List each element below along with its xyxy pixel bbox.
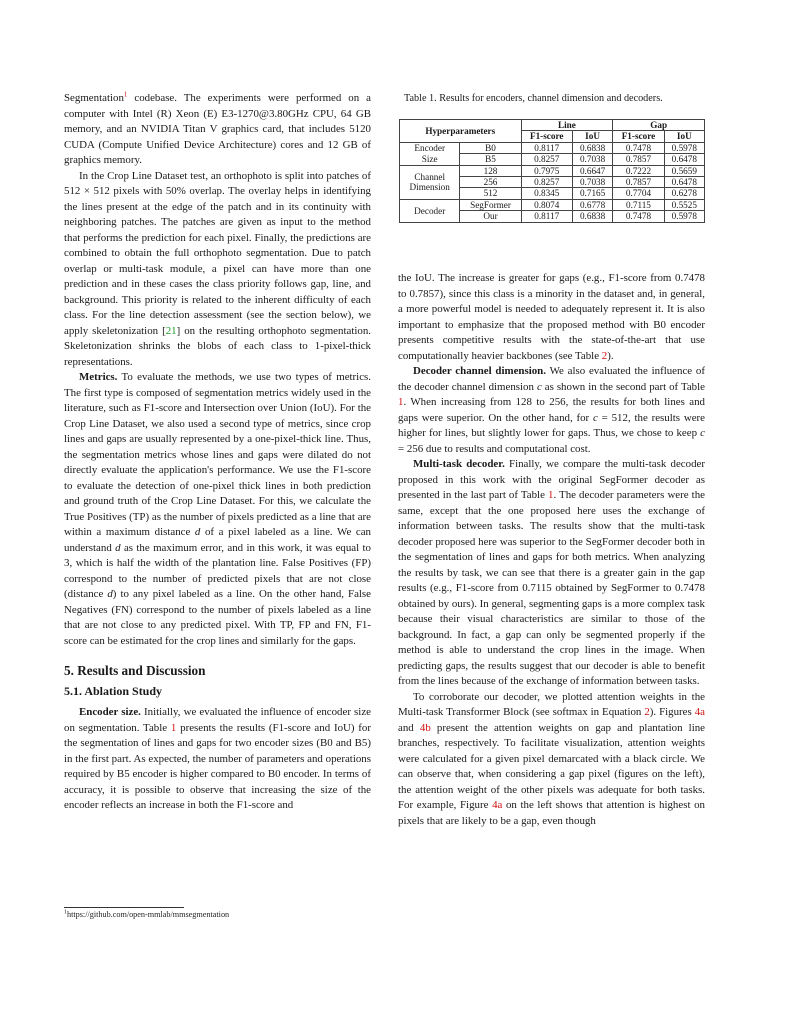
right-column [398, 271, 705, 829]
value-cell: 0.7038 [572, 154, 612, 165]
header-metric: IoU [572, 131, 612, 142]
footnote-url[interactable]: https://github.com/open-mmlab/mmsegmentation [67, 910, 230, 919]
section-heading: 5. Results and Discussion [64, 663, 206, 678]
footnote-rule [64, 907, 184, 908]
value-cell: 0.7038 [572, 177, 612, 188]
table-caption: Table 1. Results for encoders, channel dimension and decoders. [404, 93, 663, 104]
group-label: Channel Dimension [400, 165, 460, 199]
value-cell: 0.5978 [664, 211, 704, 222]
value-cell: 0.6647 [572, 165, 612, 176]
equation-ref-link[interactable]: 2 [644, 706, 650, 718]
footnote-ref[interactable]: 1 [123, 90, 128, 99]
table-row [400, 142, 705, 153]
value-cell: 0.8074 [521, 199, 572, 210]
value-cell: 0.7115 [613, 199, 664, 210]
group-label: Encoder Size [400, 142, 460, 165]
paragraph-metrics: Metrics. To evaluate the methods, we use two types of metrics. The first type is composed of segmentation metrics widely used in the literature, such as F1-score and Intersection over Union (IoU). For the Crop Line Dataset, we also used a second type of metrics, since crop lines and gaps are usually represented by a one-pixel-thick line. Thus, the segmentation metrics whose lines and gaps were dilated do not directly evaluate the application's performance. We use the F1-score to evaluate the detection of one-pixel thick lines in both prediction and ground truth of the Crop Line Dataset. For this, we calculate the True Positives (TP) as the number of pixels predicted as a line that are within a maximum distance d of a pixel labeled as a line. We can understand d as the maximum error, and in this work, it was equal to 3, which is half the width of the plantation line. False Positives (FP) correspond to the number of predicted pixels that are not close (distance d) to any pixel labeled as a line. On the other hand, False Negatives (FN) correspond to the number of pixels labeled as a line that are not close to any predicted pixel. With TP, FP and FN, F1-score can be estimated for the crop lines and similarly for the gaps. [64, 371, 372, 647]
value-cell: 0.8345 [521, 188, 572, 199]
results-table [399, 119, 705, 223]
value-cell: 0.8117 [521, 142, 572, 153]
value-cell: 0.5525 [664, 199, 704, 210]
value-cell: 0.6778 [572, 199, 612, 210]
paragraph-decoder-channel: Decoder channel dimension. We also evaluated the influence of the decoder channel dimension c as shown in the second part of Table 1. When increasing from 128 to 256, the results for both lines and gaps were superior. On the other hand, for c = 512, the results were higher for lines, but slightly lower for gaps. Thus, we chose to keep c = 256 due to results and computational cost. [398, 365, 705, 455]
table-ref-link[interactable]: 2 [601, 349, 608, 362]
value-cell: 0.7165 [572, 188, 612, 199]
value-cell: 0.7478 [613, 211, 664, 222]
header-metric: F1-score [521, 131, 572, 142]
setting-cell: B5 [460, 154, 521, 165]
value-cell: 0.7857 [613, 177, 664, 188]
value-cell: 0.7857 [613, 154, 664, 165]
runin-heading: Decoder channel dimension. [413, 365, 546, 377]
value-cell: 0.7478 [613, 142, 664, 153]
footnote: $^1$https://github.com/open-mmlab/mmsegmentation [64, 909, 230, 919]
setting-cell: 256 [460, 177, 521, 188]
header-hyperparameters: Hyperparameters [400, 120, 522, 143]
setting-cell: Our [460, 211, 521, 222]
table-header-row [400, 120, 705, 131]
table-ref-link[interactable]: 1 [548, 489, 554, 501]
paragraph: the IoU. The increase is greater for gaps (e.g., F1-score from 0.7478 to 0.7857), since this class is a minority in the dataset and, in general, a more powerful model is needed to adequately represent it. It is also important to emphasize that the proposed method with B0 encoder presents competitive results with the state-of-the-art that use computationally heavier backbones (see Table 2). [398, 272, 705, 362]
value-cell: 0.7704 [613, 188, 664, 199]
value-cell: 0.6838 [572, 211, 612, 222]
paragraph: In the Crop Line Dataset test, an orthophoto is split into patches of 512 × 512 pixels with 50% overlap. The overlay helps in identifying the lines present at the edge of the patch and in its continuity with neighboring patches. The patches are given as input to the method that performs the prediction for each pixel. Finally, the predictions are combined to obtain the full orthophoto segmentation. Due to patch overlap or multi-task module, a pixel can have more than one prediction and in these cases the class priority follows gap, line, and background. This priority is related to the inherent difficulty of each class. For the line detection assessment (see the section below), we apply skeletonization [21] on the resulting orthophoto segmentation. Skeletonization shrinks the blobs of each class to 1-pixel-thick representations. [64, 169, 371, 368]
table-ref-link[interactable]: 1 [170, 721, 177, 734]
value-cell: 0.6278 [664, 188, 704, 199]
table-row [400, 199, 705, 210]
subsection-heading: 5.1. Ablation Study [64, 684, 163, 698]
paragraph-multitask-decoder: Multi-task decoder. Finally, we compare the multi-task decoder proposed in this work with the original SegFormer decoder as presented in the last part of Table 1. The decoder parameters were the same, except that the one proposed here uses the exchange of information between tasks. The results show that the multi-task decoder proposed here was superior to the SegFormer decoder both in the segmentation of lines and gaps for both metrics. When analyzing the results by task, we can see that there is a greater gain in the gap results (e.g., F1-score from 0.7115 obtained by SegFormer to 0.7478 obtained by ours). In general, segmenting gaps is a more complex task because their visual characteristics are similar to those of the background. In fact, a gap can only be segmented properly if the method is able to understand the crop lines in the image. When predicting gaps, the results suggest that our decoder is able to benefit from the lines because of the exchange of information between tasks. [398, 458, 705, 687]
left-column [64, 91, 371, 814]
value-cell: 0.6838 [572, 142, 612, 153]
value-cell: 0.7975 [521, 165, 572, 176]
header-metric: IoU [664, 131, 704, 142]
runin-heading: Encoder size. [79, 706, 141, 718]
value-cell: 0.8257 [521, 154, 572, 165]
runin-heading: Multi-task decoder. [413, 458, 505, 470]
setting-cell: B0 [460, 142, 521, 153]
setting-cell: 128 [460, 165, 521, 176]
header-metric: F1-score [613, 131, 664, 142]
setting-cell: SegFormer [460, 199, 521, 210]
figure-ref-link[interactable]: 4b [419, 721, 431, 734]
header-gap: Gap [613, 120, 705, 131]
value-cell: 0.7222 [613, 165, 664, 176]
value-cell: 0.6478 [664, 154, 704, 165]
paragraph-encoder-size: Encoder size. Initially, we evaluated the influence of encoder size on segmentation. Table 1 presents the results (F1-score and IoU) for the segmentation of lines and gaps for two encoder sizes (B0 and B5) in the first part. As expected, the number of parameters and operations required by B5 encoder is higher compared to B0 encoder. In terms of accuracy, it is possible to observe that increasing the size of the encoder reflects an increase in both the F1-score and [64, 706, 371, 811]
value-cell: 0.8117 [521, 211, 572, 222]
value-cell: 0.5659 [664, 165, 704, 176]
group-label: Decoder [400, 199, 460, 222]
value-cell: 0.8257 [521, 177, 572, 188]
setting-cell: 512 [460, 188, 521, 199]
value-cell: 0.6478 [664, 177, 704, 188]
paragraph: Segmentation$^1$ codebase. The experiments were performed on a computer with Intel (R) Xeon (E) E3-1270@3.80GHz CPU, 64 GB memory, and an NVIDIA Titan V graphics card, that includes 5120 CUDA (Compute Unified Device Architecture) cores and 12 GB of graphics memory. [64, 90, 371, 166]
citation-link[interactable]: 21 [165, 324, 177, 337]
table-ref-link[interactable]: 1 [398, 396, 404, 408]
table-row [400, 165, 705, 176]
figure-ref-link[interactable]: 4a [492, 799, 503, 811]
header-line: Line [521, 120, 613, 131]
figure-ref-link[interactable]: 4a [694, 706, 705, 718]
runin-heading: Metrics. [79, 371, 118, 383]
paragraph: To corroborate our decoder, we plotted attention weights in the Multi-task Transformer Block (see softmax in Equation 2). Figures 4a and 4b present the attention weights on gap and plantation line branches, respectively. To facilitate visualization, attention weights were calculated for a given pixel demarcated with a black circle. We can observe that, when considering a gap pixel (figures on the left), the attention weight of the other pixels was adequate for both tasks. For example, Figure 4a on the left shows that attention is highest on pixels that are likely to be a gap, even though [398, 690, 705, 827]
value-cell: 0.5978 [664, 142, 704, 153]
